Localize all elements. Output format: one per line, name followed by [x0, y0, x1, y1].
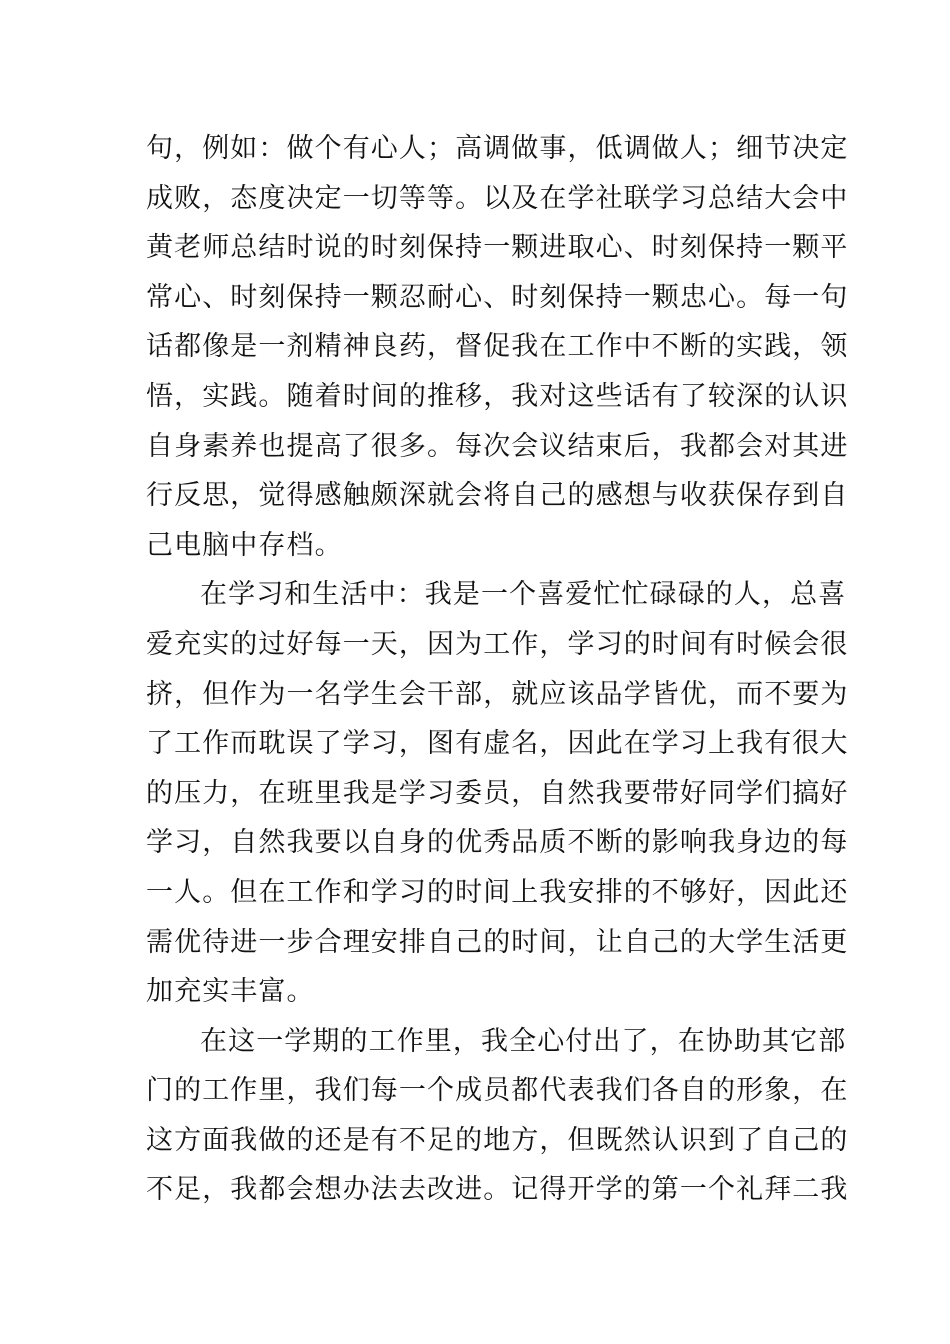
text-line: 行反思，觉得感触颇深就会将自己的感想与收获保存到自	[146, 480, 849, 512]
text-line: 成败，态度决定一切等等。以及在学社联学习总结大会中	[146, 182, 849, 214]
text-line: 一人。但在工作和学习的时间上我安排的不够好，因此还	[146, 876, 849, 908]
text-line: 悟，实践。随着时间的推移，我对这些话有了较深的认识	[146, 380, 849, 412]
document-body	[146, 124, 849, 1215]
text-line: 爱充实的过好每一天，因为工作，学习的时间有时候会很	[146, 628, 849, 660]
text-line: 己电脑中存档。	[146, 529, 343, 561]
text-line: 了工作而耽误了学习，图有虚名，因此在学习上我有很大	[146, 728, 849, 760]
text-line: 加充实丰富。	[146, 976, 315, 1008]
text-line: 这方面我做的还是有不足的地方，但既然认识到了自己的	[146, 1124, 849, 1156]
text-line: 门的工作里，我们每一个成员都代表我们各自的形象，在	[146, 1075, 849, 1107]
paragraph-3	[146, 1017, 849, 1215]
paragraph-2	[146, 570, 849, 1016]
text-line: 黄老师总结时说的时刻保持一颗进取心、时刻保持一颗平	[146, 232, 849, 264]
paragraph-1	[146, 124, 849, 570]
text-line: 在这一学期的工作里，我全心付出了，在协助其它部	[200, 1025, 847, 1057]
text-line: 的压力，在班里我是学习委员，自然我要带好同学们搞好	[146, 777, 849, 809]
text-line: 常心、时刻保持一颗忍耐心、时刻保持一颗忠心。每一句	[146, 281, 849, 313]
text-line: 需优待进一步合理安排自己的时间，让自己的大学生活更	[146, 926, 849, 958]
text-line: 挤，但作为一名学生会干部，就应该品学皆优，而不要为	[146, 678, 849, 710]
text-line: 在学习和生活中：我是一个喜爱忙忙碌碌的人，总喜	[200, 579, 847, 611]
text-line: 自身素养也提高了很多。每次会议结束后，我都会对其进	[146, 430, 849, 462]
text-line: 句，例如：做个有心人；高调做事，低调做人；细节决定	[146, 133, 849, 164]
text-line: 不足，我都会想办法去改进。记得开学的第一个礼拜二我	[146, 1174, 849, 1206]
text-line: 话都像是一剂精神良药，督促我在工作中不断的实践，领	[146, 331, 849, 363]
text-line: 学习，自然我要以自身的优秀品质不断的影响我身边的每	[146, 827, 849, 859]
